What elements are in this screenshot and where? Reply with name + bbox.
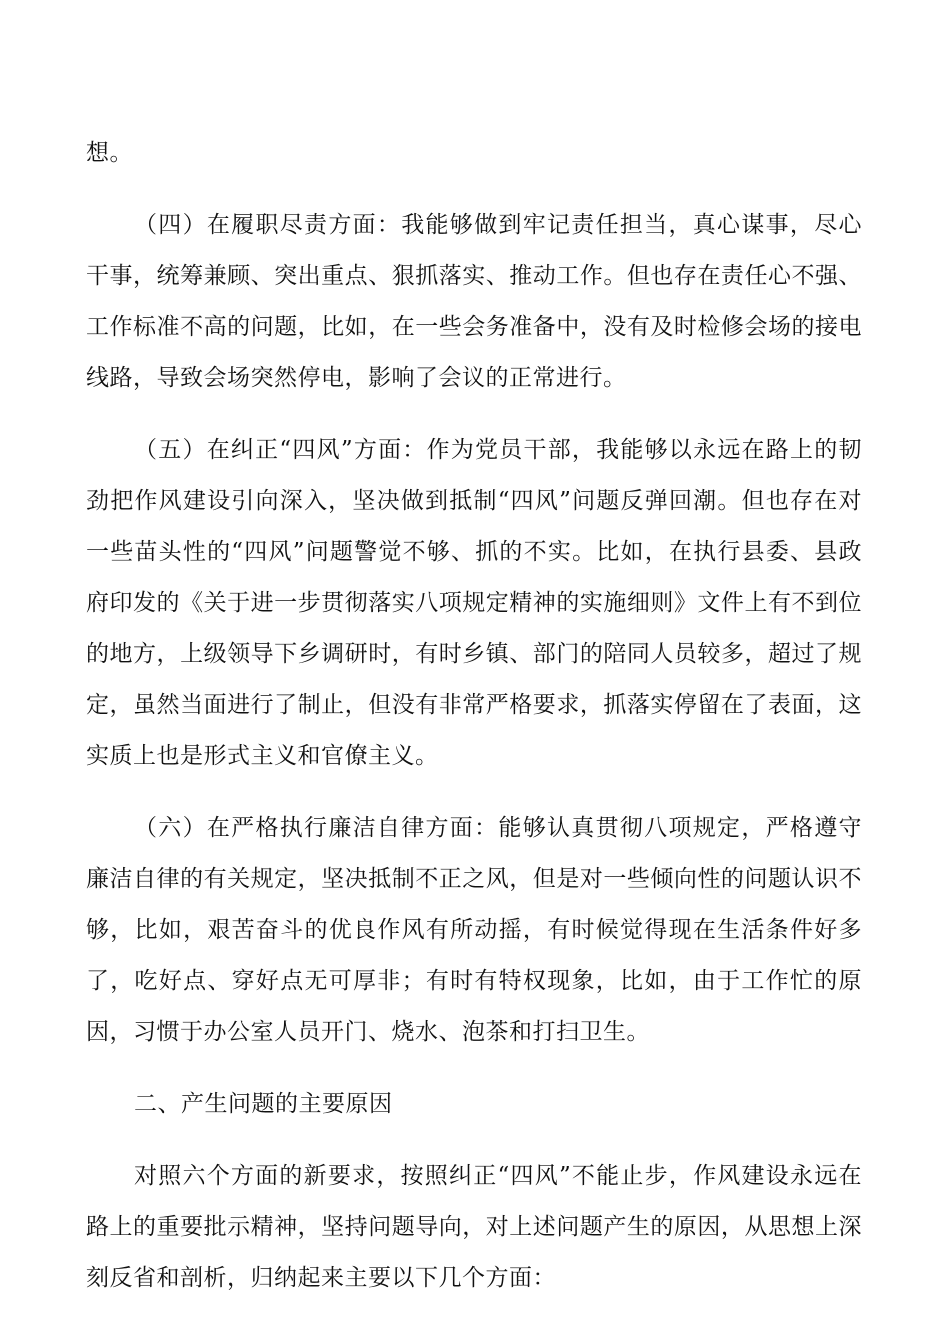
- paragraph-integrity: （六）在严格执行廉洁自律方面：能够认真贯彻八项规定，严格遵守廉洁自律的有关规定，坚决抵制不正之风，但是对一些倾向性的问题认识不够，比如，艰苦奋斗的优良作风有所动摇，有时候觉得现在生活条件好多了，吃好点、穿好点无可厚非；有时有特权现象，比如，由于工作忙的原因，习惯于办公室人员开门、烧水、泡茶和打扫卫生。: [86, 815, 862, 1045]
- paragraph-causes-intro: 对照六个方面的新要求，按照纠正“四风”不能止步，作风建设永远在路上的重要批示精神，坚持问题导向，对上述问题产生的原因，从思想上深刻反省和剖析，归纳起来主要以下几个方面：: [86, 1163, 862, 1291]
- paragraph-continuation: 想。: [86, 140, 133, 166]
- section-heading-causes: 二、产生问题的主要原因: [134, 1091, 393, 1117]
- document-body: [86, 128, 862, 1304]
- paragraph-four-winds: （五）在纠正“四风”方面：作为党员干部，我能够以永远在路上的韧劲把作风建设引向深入，坚决做到抵制“四风”问题反弹回潮。但也存在对一些苗头性的“四风”问题警觉不够、抓的不实。比如，在执行县委、县政府印发的《关于进一步贯彻落实八项规定精神的实施细则》文件上有不到位的地方，上级领导下乡调研时，有时乡镇、部门的陪同人员较多，超过了规定，虽然当面进行了制止，但没有非常严格要求，抓落实停留在了表面，这实质上也是形式主义和官僚主义。: [86, 437, 862, 769]
- paragraph-duty-performance: （四）在履职尽责方面：我能够做到牢记责任担当，真心谋事，尽心干事，统筹兼顾、突出重点、狠抓落实、推动工作。但也存在责任心不强、工作标准不高的问题，比如，在一些会务准备中，没有及时检修会场的接电线路，导致会场突然停电，影响了会议的正常进行。: [86, 212, 862, 391]
